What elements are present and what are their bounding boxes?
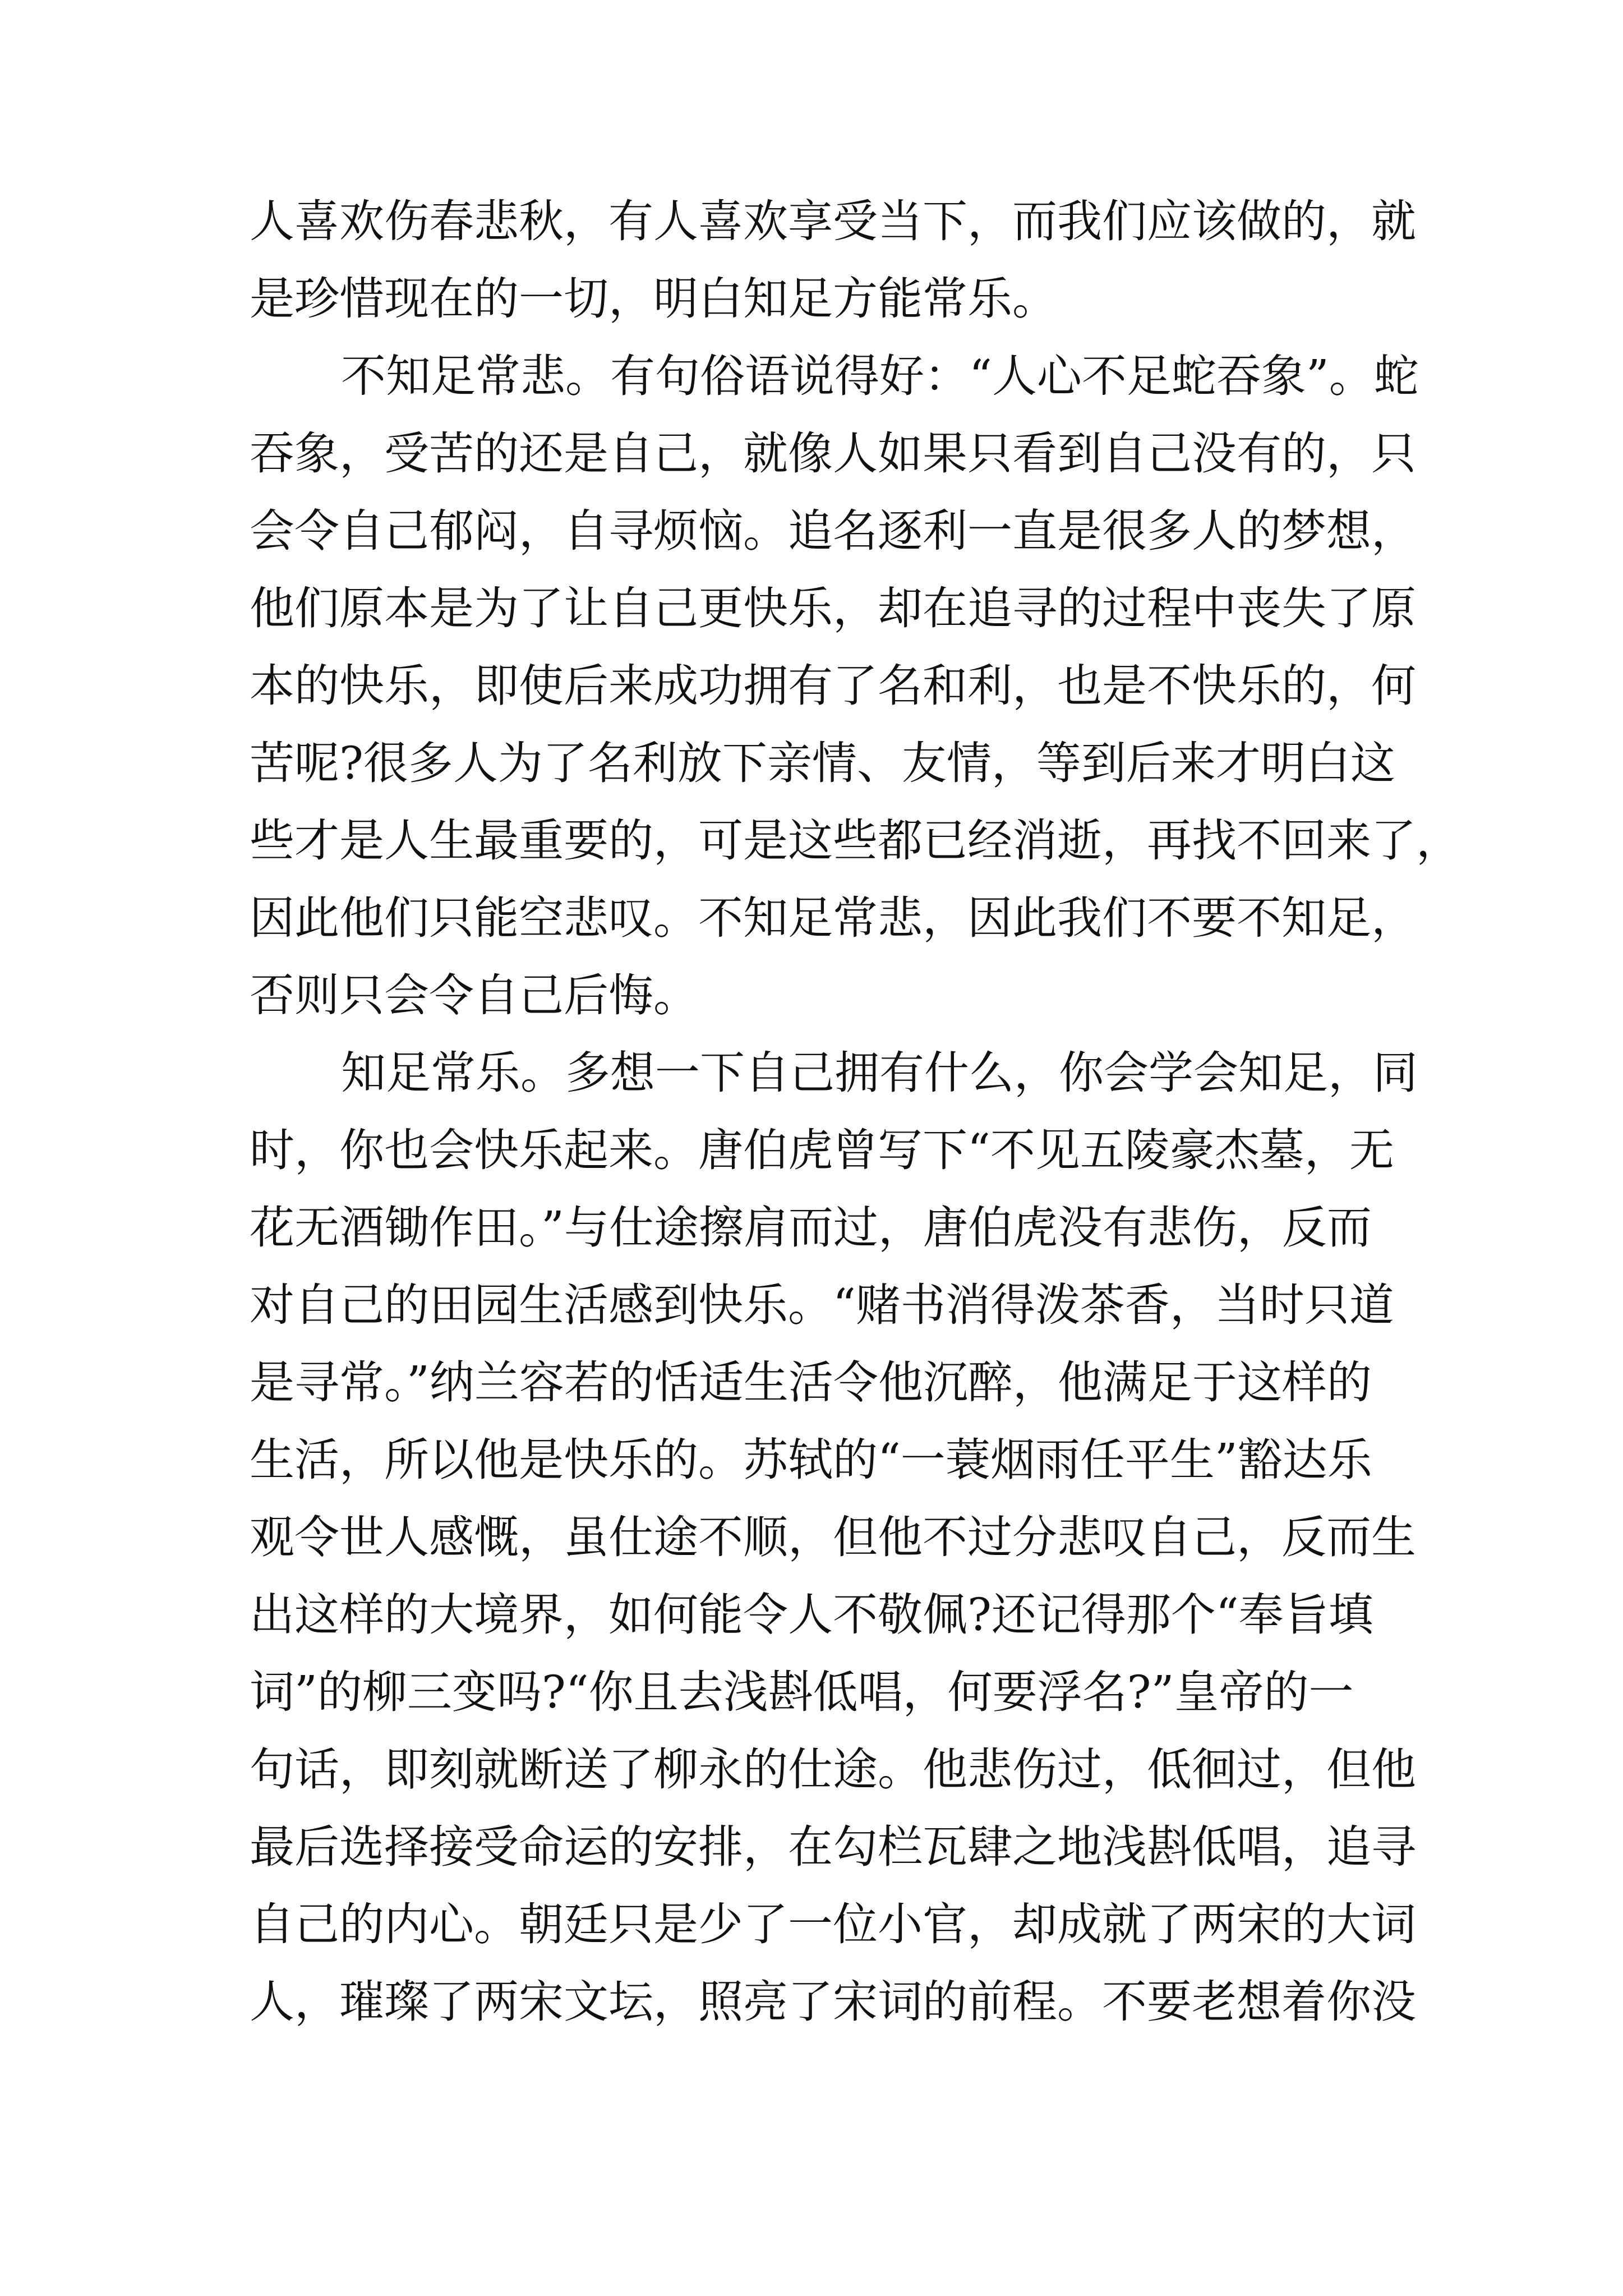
text-line: 时，你也会快乐起来。唐伯虎曾写下“不见五陵豪杰墓，无 <box>250 1124 1394 1176</box>
text-line: 句话，即刻就断送了柳永的仕途。他悲伤过，低徊过，但他 <box>250 1743 1416 1796</box>
text-line: 自己的内心。朝廷只是少了一位小官，却成就了两宋的大词 <box>250 1898 1416 1950</box>
text-line: 些才是人生最重要的，可是这些都已经消逝，再找不回来了， <box>250 815 1461 867</box>
text-line: 人喜欢伤春悲秋，有人喜欢享受当下，而我们应该做的，就 <box>250 195 1416 247</box>
text-line: 否则只会令自己后悔。 <box>250 969 698 1022</box>
text-line: 因此他们只能空悲叹。不知足常悲，因此我们不要不知足， <box>250 892 1416 944</box>
text-line: 人，璀璨了两宋文坛，照亮了宋词的前程。不要老想着你没 <box>250 1976 1416 2028</box>
text-line: 最后选择接受命运的安排，在勾栏瓦肆之地浅斟低唱，追寻 <box>250 1821 1416 1873</box>
text-line: 出这样的大境界，如何能令人不敬佩?还记得那个“奉旨填 <box>250 1589 1373 1641</box>
text-line: 花无酒锄作田。”与仕途擦肩而过，唐伯虎没有悲伤，反而 <box>250 1202 1372 1254</box>
paragraph-first-line: 知足常乐。多想一下自己拥有什么，你会学会知足，同 <box>341 1047 1418 1099</box>
text-line: 会令自己郁闷，自寻烦恼。追名逐利一直是很多人的梦想， <box>250 505 1416 557</box>
paragraph-first-line: 不知足常悲。有句俗语说得好：“人心不足蛇吞象”。蛇 <box>341 350 1419 402</box>
text-line: 观令世人感慨，虽仕途不顺，但他不过分悲叹自己，反而生 <box>250 1511 1416 1563</box>
text-line: 吞象，受苦的还是自己，就像人如果只看到自己没有的，只 <box>250 427 1416 480</box>
text-line: 对自己的田园生活感到快乐。“赌书消得泼茶香，当时只道 <box>250 1279 1394 1331</box>
text-line: 苦呢?很多人为了名利放下亲情、友情，等到后来才明白这 <box>250 737 1395 789</box>
text-line: 生活，所以他是快乐的。苏轼的“一蓑烟雨任平生”豁达乐 <box>250 1434 1372 1486</box>
text-line: 本的快乐，即使后来成功拥有了名和利，也是不快乐的，何 <box>250 660 1416 712</box>
text-line: 他们原本是为了让自己更快乐，却在追寻的过程中丧失了原 <box>250 582 1416 634</box>
text-line: 词”的柳三变吗?“你且去浅斟低唱，何要浮名?”皇帝的一 <box>250 1666 1354 1718</box>
text-line: 是珍惜现在的一切，明白知足方能常乐。 <box>250 273 1057 325</box>
text-line: 是寻常。”纳兰容若的恬适生活令他沉醉，他满足于这样的 <box>250 1356 1372 1409</box>
